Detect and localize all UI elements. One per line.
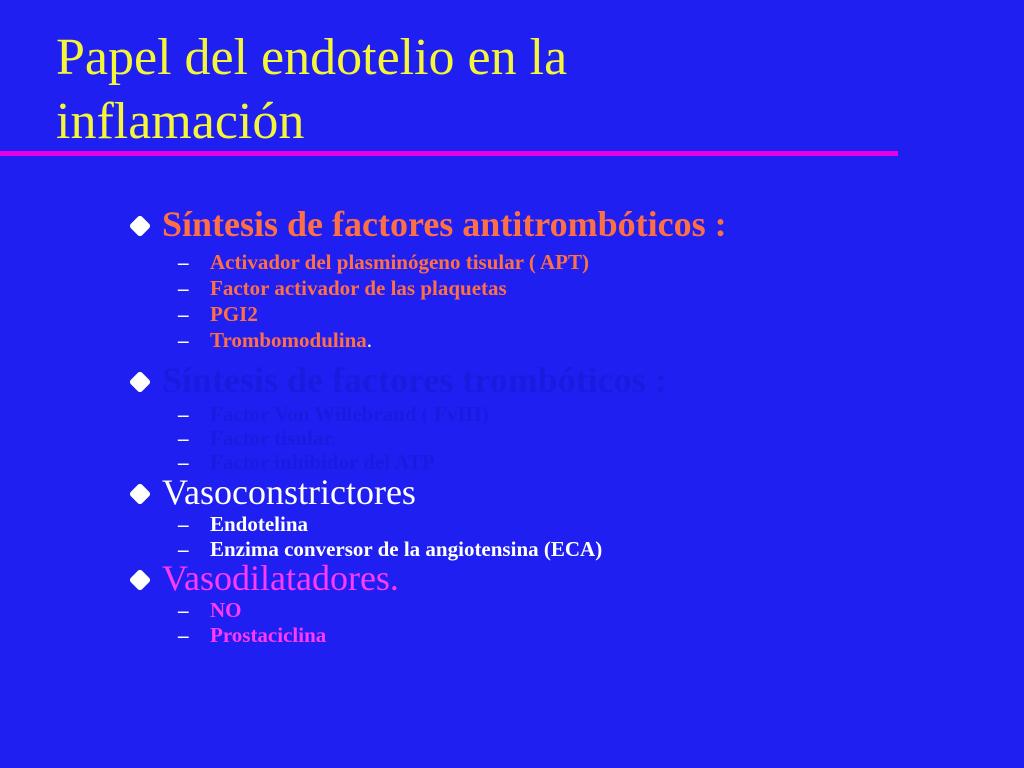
list-item: [178, 426, 336, 451]
dash-icon: –: [178, 623, 189, 647]
list-item-text: NO: [210, 598, 242, 622]
list-item-text: Prostaciclina: [210, 623, 327, 647]
diamond-bullet-icon: [129, 214, 152, 237]
list-item-text: Endotelina: [210, 512, 309, 536]
slide-title: [56, 26, 956, 154]
list-item-text: Factor inhibidor del ATP: [210, 450, 435, 474]
dash-icon: –: [178, 402, 189, 426]
dash-icon: –: [178, 302, 189, 326]
dash-icon: –: [178, 426, 189, 450]
list-item-trailing-period: .: [366, 328, 373, 352]
title-line-2: inflamación: [56, 93, 305, 150]
list-item-text: Factor tisular.: [210, 426, 336, 450]
diamond-bullet-icon: [129, 568, 152, 591]
section-heading-text: Síntesis de factores trombóticos :: [162, 360, 667, 400]
list-item: [178, 512, 308, 537]
list-item: [178, 328, 372, 353]
diamond-bullet-icon: [129, 370, 152, 393]
list-item: [178, 623, 326, 648]
section-antithrombotic-heading: [128, 204, 727, 244]
list-item-text: Trombomodulina: [210, 328, 367, 352]
dash-icon: –: [178, 450, 189, 474]
list-item: [178, 302, 258, 327]
list-item: [178, 250, 589, 275]
dash-icon: –: [178, 250, 189, 274]
section-heading-text: Vasoconstrictores: [162, 472, 416, 512]
section-vasoconstrictors-heading: [128, 472, 416, 512]
section-thrombotic-heading: [128, 360, 667, 400]
title-underline: [0, 151, 898, 156]
list-item-text: Factor Von Willebrand ( FvIII): [210, 402, 489, 426]
section-heading-text: Vasodilatadores.: [162, 558, 399, 598]
list-item-text: Factor activador de las plaquetas: [210, 276, 507, 300]
dash-icon: –: [178, 598, 189, 622]
diamond-bullet-icon: [129, 482, 152, 505]
dash-icon: –: [178, 512, 189, 536]
list-item: [178, 598, 242, 623]
list-item-text: PGI2: [210, 302, 258, 326]
section-heading-text: Síntesis de factores antitrombóticos :: [162, 204, 727, 244]
list-item-text: Activador del plasminógeno tisular ( APT): [210, 250, 589, 274]
section-vasodilators-heading: [128, 558, 399, 598]
list-item-text: Enzima conversor de la angiotensina (ECA): [210, 537, 603, 561]
title-line-1: Papel del endotelio en la: [56, 29, 568, 86]
dash-icon: –: [178, 328, 189, 352]
list-item: [178, 276, 507, 301]
list-item: [178, 402, 489, 427]
dash-icon: –: [178, 537, 189, 561]
dash-icon: –: [178, 276, 189, 300]
